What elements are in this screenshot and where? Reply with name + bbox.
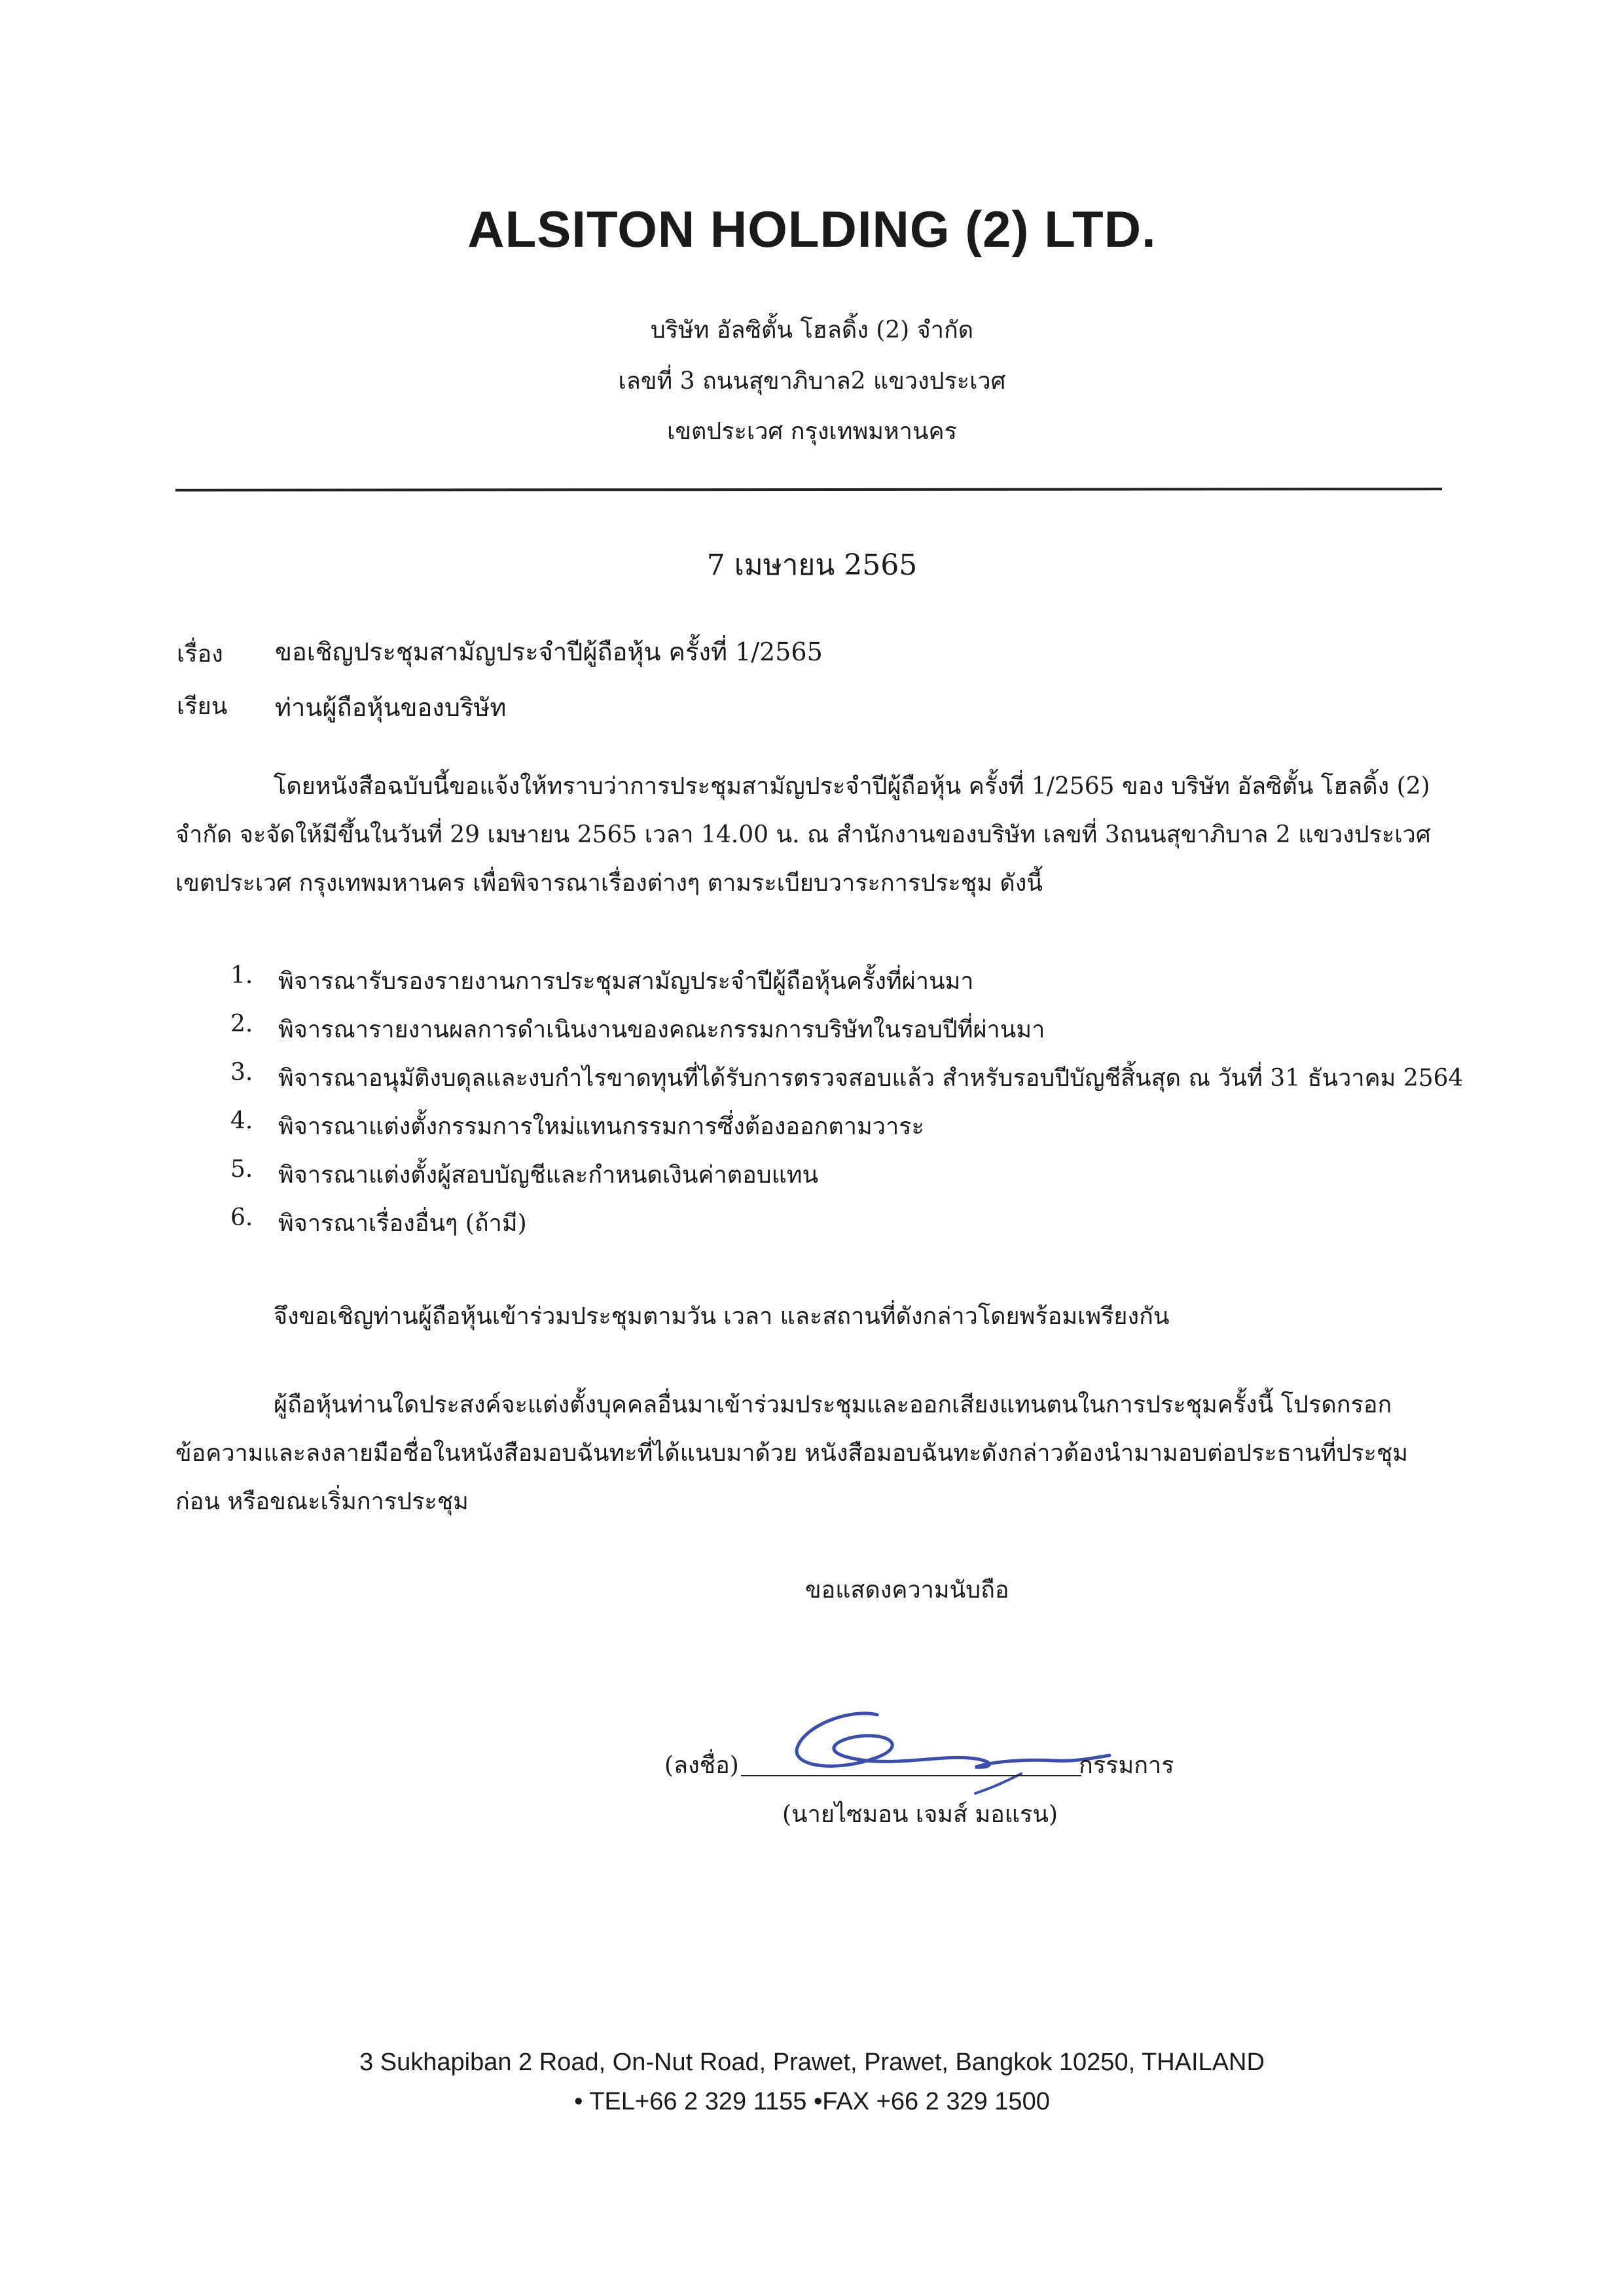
agenda-item: พิจารณาเรื่องอื่นๆ (ถ้ามี) (278, 1210, 527, 1237)
recipient-label: เรียน (177, 693, 228, 720)
intro-text: โดยหนังสือฉบับนี้ขอแจ้งให้ทราบว่าการประชุมสามัญประจำปีผู้ถือหุ้น ครั้งที่ 1/2565 ของ บริษัท อัลซิตั้น โฮลดิ้ง (2) จำกัด จะจัดให้มีขึ้นในวันที่ 29 เมษายน 2565 เวลา 14.00 น. ณ สำนักงานของบริษัท เลขที่ 3ถนนสุขาภิบาล 2 แขวงประเวศ เขตประเวศ กรุงเทพมหานคร เพื่อพิจารณาเรื่องต่างๆ ตามระเบียบวาระการประชุม ดังนี้ (175, 773, 1431, 897)
proxy-paragraph (175, 1381, 1442, 1526)
signer-title: กรรมการ (1079, 1752, 1174, 1779)
agenda-item: พิจารณาแต่งตั้งกรรมการใหม่แทนกรรมการซึ่งต้องออกตามวาระ (278, 1113, 924, 1140)
agenda-number: 4. (230, 1107, 253, 1134)
signature-line (741, 1775, 1081, 1776)
invitation-text: จึงขอเชิญท่านผู้ถือหุ้นเข้าร่วมประชุมตามวัน เวลา และสถานที่ดังกล่าวโดยพร้อมเพรียงกัน (274, 1303, 1170, 1330)
agenda-number: 5. (230, 1156, 253, 1183)
company-thai-name: บริษัท อัลซิตั้น โฮลดิ้ง (2) จำกัด (650, 317, 974, 344)
agenda-number: 6. (230, 1204, 253, 1231)
letter-date: 7 เมษายน 2565 (706, 548, 918, 582)
invitation-paragraph (175, 1293, 1442, 1341)
company-address-line-2: เขตประเวศ กรุงเทพมหานคร (667, 418, 957, 445)
agenda-item: พิจารณาแต่งตั้งผู้สอบบัญชีและกำหนดเงินค่าตอบแทน (278, 1162, 819, 1189)
footer-address: 3 Sukhapiban 2 Road, On-Nut Road, Prawet, Prawet, Bangkok 10250, THAILAND (359, 2049, 1265, 2076)
signature-label: (ลงชื่อ) (664, 1752, 739, 1779)
agenda-number: 2. (230, 1011, 253, 1037)
subject-value: ขอเชิญประชุมสามัญประจำปีผู้ถือหุ้น ครั้งที่ 1/2565 (275, 637, 823, 666)
signer-name: (นายไซมอน เจมส์ มอแรน) (782, 1801, 1058, 1828)
agenda-number: 3. (230, 1059, 253, 1086)
proxy-text: ผู้ถือหุ้นท่านใดประสงค์จะแต่งตั้งบุคคลอื่นมาเข้าร่วมประชุมและออกเสียงแทนตนในการประชุมครั้งนี้ โปรดกรอก ข้อความและลงลายมือชื่อในหนังสือมอบฉันทะที่ได้แนบมาด้วย หนังสือมอบฉันทะดังกล่าวต้องนำมามอบต่อประธานที่ประชุมก่อน หรือขณะเริ่มการประชุม (175, 1391, 1408, 1515)
agenda-item: พิจารณาอนุมัติงบดุลและงบกำไรขาดทุนที่ได้รับการตรวจสอบแล้ว สำหรับรอบปีบัญชีสิ้นสุด ณ วันที่ 31 ธันวาคม 2564 (278, 1065, 1464, 1092)
subject-label: เรื่อง (177, 641, 223, 668)
handwritten-signature (779, 1695, 1119, 1806)
footer-contact: • TEL+66 2 329 1155 •FAX +66 2 329 1500 (574, 2088, 1050, 2115)
company-address-line-1: เลขที่ 3 ถนนสุขาภิบาล2 แขวงประเวศ (618, 368, 1006, 395)
agenda-number: 1. (230, 962, 253, 989)
agenda-item: พิจารณารับรองรายงานการประชุมสามัญประจำปีผู้ถือหุ้นครั้งที่ผ่านมา (278, 968, 974, 995)
company-name: ALSITON HOLDING (2) LTD. (467, 200, 1157, 258)
closing-salutation: ขอแสดงความนับถือ (805, 1577, 1009, 1604)
intro-paragraph (175, 762, 1442, 908)
recipient-value: ท่านผู้ถือหุ้นของบริษัท (275, 693, 507, 722)
agenda-item: พิจารณารายงานผลการดำเนินงานของคณะกรรมการบริษัทในรอบปีที่ผ่านมา (278, 1016, 1045, 1043)
header-divider (175, 488, 1442, 492)
